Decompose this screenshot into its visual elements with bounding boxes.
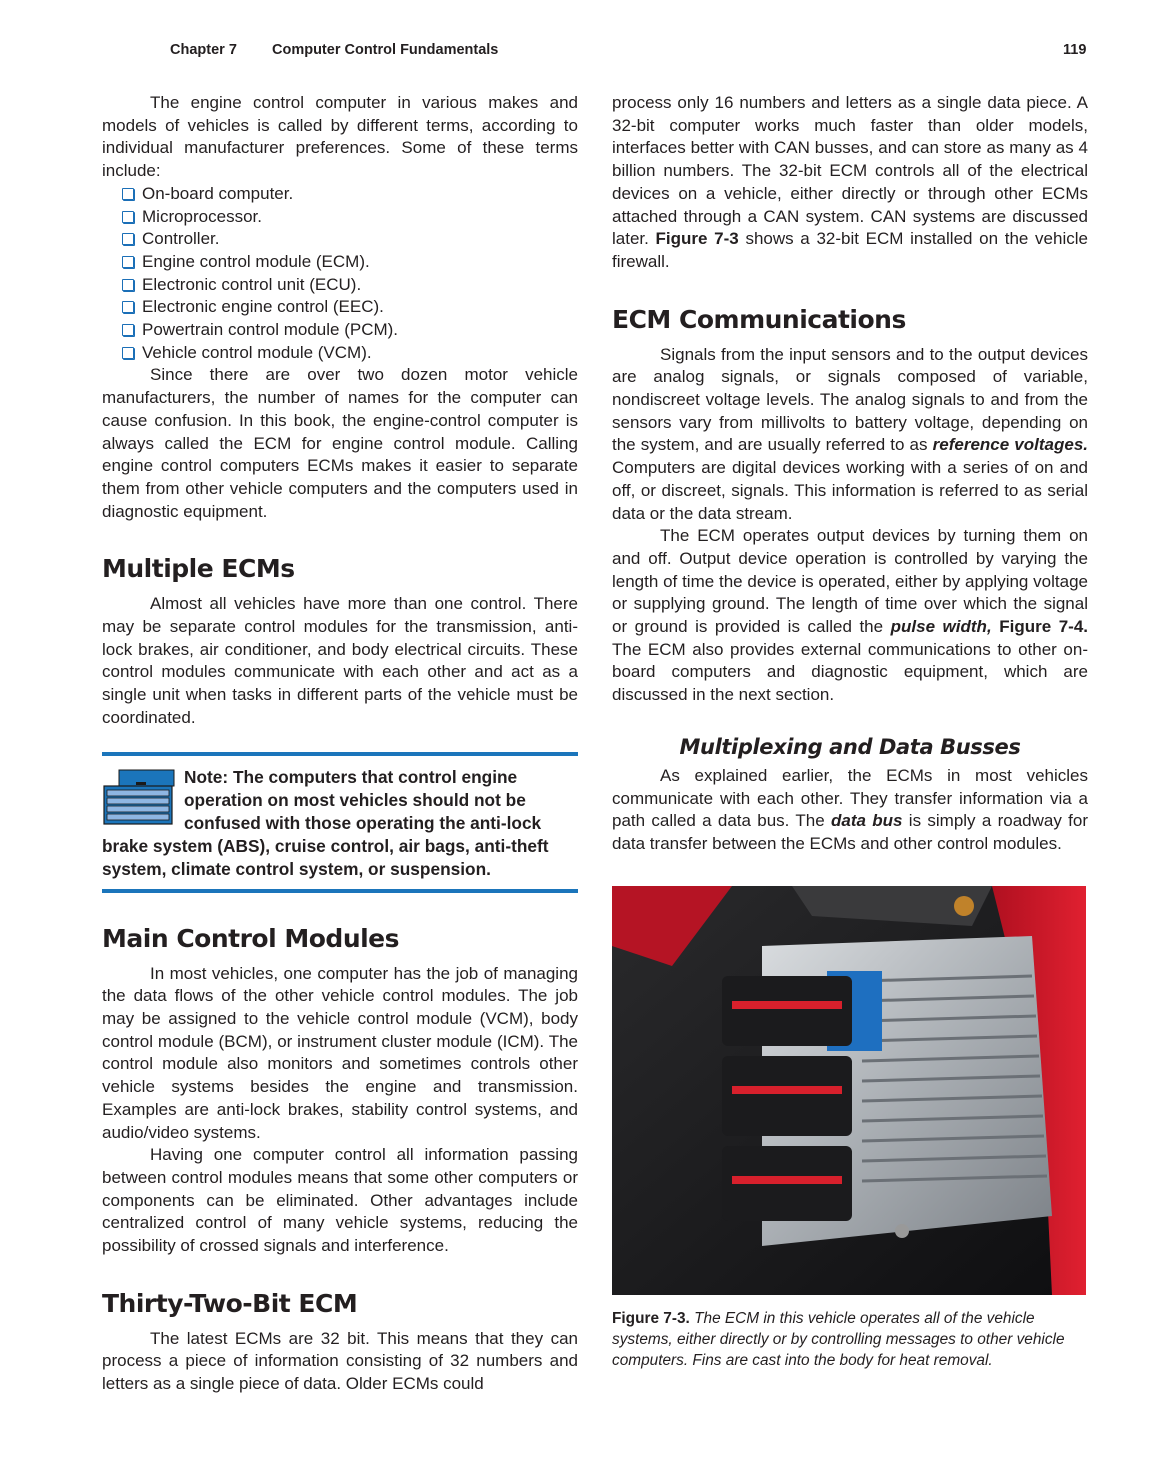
text: The ECM operates output devices by turning them on and off. Output device operation is controlled by varying the length of time the device is operated, either by applying voltage or supplying ground. The length of time over which the signal or ground is provided is called the bbox=[612, 526, 1088, 637]
bit32-section bbox=[102, 1328, 578, 1396]
text: Computers are digital devices working with a series of on and off, or discreet, signals. This information is referred to as serial data or the data stream. bbox=[612, 458, 1088, 523]
bit32-paragraph: The latest ECMs are 32 bit. This means that they can process a piece of information consisting of 32 numbers and letters as a single piece of data. Older ECMs could bbox=[102, 1328, 578, 1394]
left-column bbox=[102, 92, 578, 1396]
key-term: data bus bbox=[831, 811, 903, 831]
list-item-text: Powertrain control module (PCM). bbox=[142, 320, 399, 340]
list-item-text: Vehicle control module (VCM). bbox=[142, 342, 372, 362]
multiple-section bbox=[102, 593, 578, 729]
heading-thirty-two-bit-ecm: Thirty-Two-Bit ECM bbox=[102, 1288, 358, 1318]
checkbox-bullet-icon bbox=[122, 188, 134, 200]
heading-multiple-ecms: Multiple ECMs bbox=[102, 554, 295, 584]
signals-paragraph bbox=[612, 344, 1088, 526]
checkbox-bullet-icon bbox=[122, 324, 134, 336]
list-item bbox=[122, 206, 578, 229]
checkbox-bullet-icon bbox=[122, 233, 134, 245]
list-item bbox=[122, 228, 578, 251]
figure-reference: Figure 7-4. bbox=[999, 617, 1088, 637]
page-number: 119 bbox=[1063, 42, 1087, 58]
outputs-paragraph bbox=[612, 525, 1088, 707]
caption-text: The ECM in this vehicle operates all of the vehicle systems, either directly or by controlling messages to other vehicle computers. Fins are cast into the body for heat removal. bbox=[612, 1309, 1065, 1369]
list-item bbox=[122, 251, 578, 274]
list-item-text: Electronic control unit (ECU). bbox=[142, 274, 362, 294]
since-paragraph: Since there are over two dozen motor vehicle manufacturers, the number of names for the computer can cause confusion. In this book, the engine-control computer is always called the ECM for engine control module. Calling engine control computers ECMs makes it easier to separate them from other vehicle computers and the computers used in diagnostic equipment. bbox=[102, 365, 578, 521]
checkbox-bullet-icon bbox=[122, 347, 134, 359]
list-item-text: Electronic engine control (EEC). bbox=[142, 297, 384, 317]
toolbox-icon bbox=[102, 768, 178, 828]
heading-ecm-communications: ECM Communications bbox=[612, 304, 906, 334]
continued-section bbox=[612, 92, 1088, 274]
text: As explained earlier, the ECMs in most vehicles communicate with each other. They transfer information via a path called a data bus. The bbox=[612, 765, 1088, 831]
heading-main-control-modules: Main Control Modules bbox=[102, 923, 400, 953]
list-item bbox=[122, 296, 578, 319]
caption-figure-label: Figure 7-3. bbox=[612, 1309, 690, 1327]
note-box bbox=[102, 752, 578, 893]
text: Signals from the input sensors and to the output devices are analog signals, or signals composed of variable, nondiscreet voltage levels. The analog signals to and from the sensors vary from millivolts to battery voltage, depending on the system, and are usually referred to as bbox=[612, 344, 1088, 455]
multiple-paragraph: Almost all vehicles have more than one control. There may be separate control modules for the transmission, anti-lock brakes, air conditioner, and body electrical circuits. These control modules communicate with each other and act as a single unit when tasks in different parts of the vehicle must be coordinated. bbox=[102, 594, 578, 727]
text: The ECM also provides external communications to other on-board computers and diagnostic equipment, which are discussed in the next section. bbox=[612, 639, 1088, 705]
text: is simply a roadway for data transfer between the ECMs and other control modules. bbox=[612, 811, 1089, 853]
checkbox-bullet-icon bbox=[122, 211, 134, 223]
communications-section bbox=[612, 344, 1088, 707]
text: process only 16 numbers and letters as a single data piece. A 32-bit computer works much faster than older models, interfaces better with CAN busses, and can store as many as 4 billion numbers. The 32-bit ECM controls all of the electrical devices on a vehicle, either directly or through other ECMs attached through a CAN system. CAN systems are discussed later. bbox=[612, 93, 1088, 249]
main-paragraph-1: In most vehicles, one computer has the job of managing the data flows of the other vehicle control modules. The job may be assigned to the vehicle control module (VCM), body control module (BCM), or instrument cluster module (ICM). The control module also monitors and sometimes controls other vehicle systems besides the engine and transmission. Examples are anti-lock brakes, stability control systems, and audio/video systems. bbox=[102, 963, 578, 1142]
intro-section bbox=[102, 92, 578, 523]
key-term: reference voltages. bbox=[932, 435, 1089, 455]
continued-paragraph bbox=[612, 92, 1088, 274]
text: shows a 32-bit ECM installed on the vehicle firewall. bbox=[612, 229, 1088, 271]
heading-multiplexing: Multiplexing and Data Busses bbox=[679, 734, 1021, 759]
terms-list bbox=[102, 183, 578, 365]
checkbox-bullet-icon bbox=[122, 279, 134, 291]
key-term: pulse width, bbox=[890, 617, 992, 637]
note-text: Note: The computers that control engine operation on most vehicles should not be confused with those operating the anti-lock brake system (ABS), cruise control, air bags, anti-theft system, climate control system, or suspension. bbox=[102, 766, 549, 879]
multiplexing-section bbox=[612, 765, 1088, 856]
checkbox-bullet-icon bbox=[122, 301, 134, 313]
list-item-text: Controller. bbox=[142, 229, 220, 249]
list-item bbox=[122, 274, 578, 297]
list-item bbox=[122, 319, 578, 342]
list-item bbox=[122, 342, 578, 365]
checkbox-bullet-icon bbox=[122, 256, 134, 268]
figure-caption bbox=[612, 1308, 1088, 1371]
running-header-title: Computer Control Fundamentals bbox=[272, 42, 499, 58]
main-paragraph-2: Having one computer control all information passing between control modules means that some other computers or components can be eliminated. Other advantages include centralized control of many vehicle systems, reducing the possibility of crossed signals and interference. bbox=[102, 1145, 578, 1256]
ecm-photo bbox=[612, 886, 1086, 1295]
list-item-text: On-board computer. bbox=[142, 183, 294, 203]
multiplexing-paragraph bbox=[612, 765, 1088, 856]
list-item bbox=[122, 183, 578, 206]
running-header-chapter: Chapter 7 bbox=[170, 42, 237, 58]
main-section bbox=[102, 963, 578, 1258]
right-column bbox=[612, 92, 1088, 1371]
figure-reference: Figure 7-3 bbox=[655, 229, 739, 249]
list-item-text: Microprocessor. bbox=[142, 206, 262, 226]
intro-paragraph: The engine control computer in various makes and models of vehicles is called by different terms, according to individual manufacturer preferences. Some of these terms include: bbox=[102, 93, 578, 181]
list-item-text: Engine control module (ECM). bbox=[142, 251, 370, 271]
